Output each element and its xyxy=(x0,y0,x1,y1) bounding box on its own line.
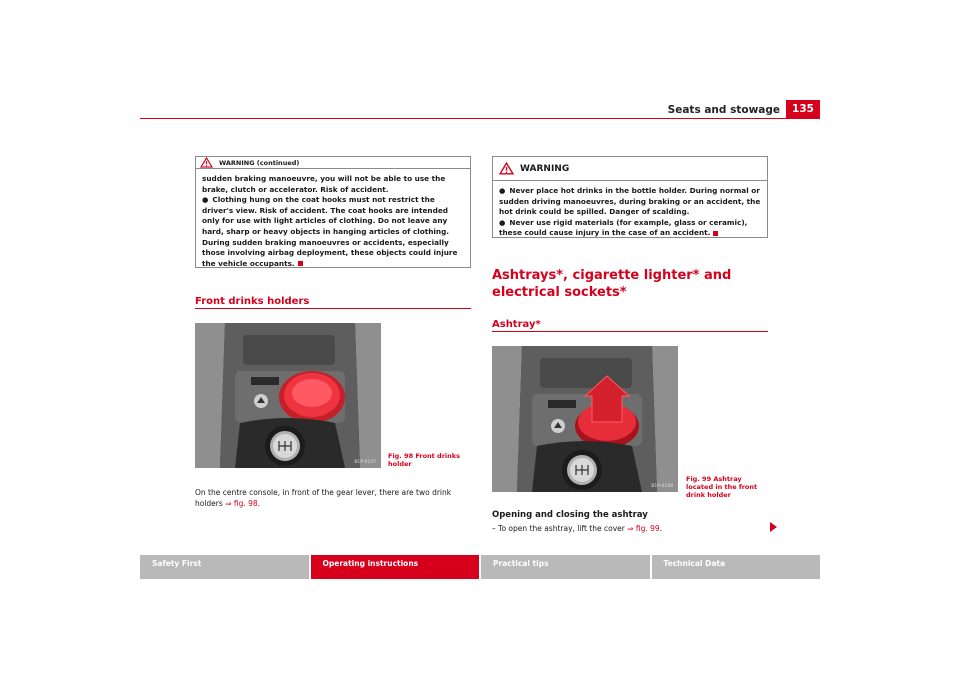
warning-header xyxy=(196,157,470,169)
footer-tab-safety-first[interactable]: Safety First xyxy=(140,555,309,579)
instruction-text: – To open the ashtray, lift the cover xyxy=(492,524,625,533)
section-title-ashtray: Ashtray* xyxy=(492,319,541,330)
footer-navigation xyxy=(140,555,820,579)
warning-bullet-text: Never place hot drinks in the bottle holder. During normal or sudden driving manoeuvres, during braking or an accident, the hot drink could be spilled. Danger of scalding. xyxy=(499,186,761,217)
figure-ashtray xyxy=(492,346,678,492)
instruction-step xyxy=(492,523,768,534)
footer-tab-practical-tips[interactable]: Practical tips xyxy=(481,555,650,579)
footer-tab-technical-data[interactable]: Technical Data xyxy=(652,555,821,579)
warning-header-label: WARNING (continued) xyxy=(219,158,300,167)
figure-drinks-holder xyxy=(195,323,381,468)
bullet-icon: ● xyxy=(499,186,506,195)
bullet-icon: ● xyxy=(202,195,209,205)
warning-box xyxy=(492,156,768,238)
warning-bullet xyxy=(499,186,762,218)
section-rule xyxy=(195,308,471,309)
section-title-front-drinks-holders: Front drinks holders xyxy=(195,296,310,307)
figure-code: B1P-0108 xyxy=(651,484,673,489)
chapter-title: Ashtrays*, cigarette lighter* and electrical sockets* xyxy=(492,268,732,300)
section-rule xyxy=(492,331,768,332)
warning-header xyxy=(493,157,767,181)
next-page-arrow-icon[interactable] xyxy=(770,522,777,532)
subheading-opening-closing: Opening and closing the ashtray xyxy=(492,510,648,520)
page-number: 135 xyxy=(786,100,820,118)
warning-bullet xyxy=(499,218,762,239)
warning-bullet-text: Clothing hung on the coat hooks must not restrict the driver's view. Risk of accident. The coat hooks are intended only for use with light articles of clothing. Do not leave any hard, sharp or heavy objects in hanging articles of clothing. During sudden braking manoeuvres or accidents, especially those involving airbag deployment, these objects could injure the vehicle occupants. xyxy=(202,195,458,268)
warning-body xyxy=(196,169,470,275)
warning-header-label: WARNING xyxy=(520,163,570,174)
warning-triangle-icon xyxy=(200,157,213,168)
body-text: On the centre console, in front of the gear lever, there are two drink holders xyxy=(195,488,452,508)
header-rule xyxy=(140,118,820,119)
running-header: Seats and stowage xyxy=(667,104,780,116)
warning-bullet xyxy=(202,195,465,269)
warning-bullet-text: Never use rigid materials (for example, glass or ceramic), these could cause injury in the case of an accident. xyxy=(499,217,748,238)
warning-body xyxy=(493,181,767,245)
end-mark-icon xyxy=(298,261,303,266)
body-text-end: . xyxy=(257,499,261,508)
body-text-drinks-holders xyxy=(195,487,471,509)
instruction-text-end: . xyxy=(659,524,663,533)
bullet-icon: ● xyxy=(499,217,506,227)
warning-triangle-icon xyxy=(499,162,514,175)
warning-box-continued xyxy=(195,156,471,268)
end-mark-icon xyxy=(713,231,718,236)
footer-tab-operating-instructions[interactable]: Operating instructions xyxy=(311,555,480,579)
figure-reference-link[interactable]: ⇒ fig. 98 xyxy=(225,499,258,508)
figure-caption: Fig. 99 Ashtray located in the front drink holder xyxy=(686,475,758,499)
figure-code: B1P-0107 xyxy=(354,460,376,465)
figure-reference-link[interactable]: ⇒ fig. 99 xyxy=(627,524,660,533)
figure-caption: Fig. 98 Front drinks holder xyxy=(388,452,460,468)
warning-paragraph: sudden braking manoeuvre, you will not be able to use the brake, clutch or accelerator. Risk of accident. xyxy=(202,174,446,194)
